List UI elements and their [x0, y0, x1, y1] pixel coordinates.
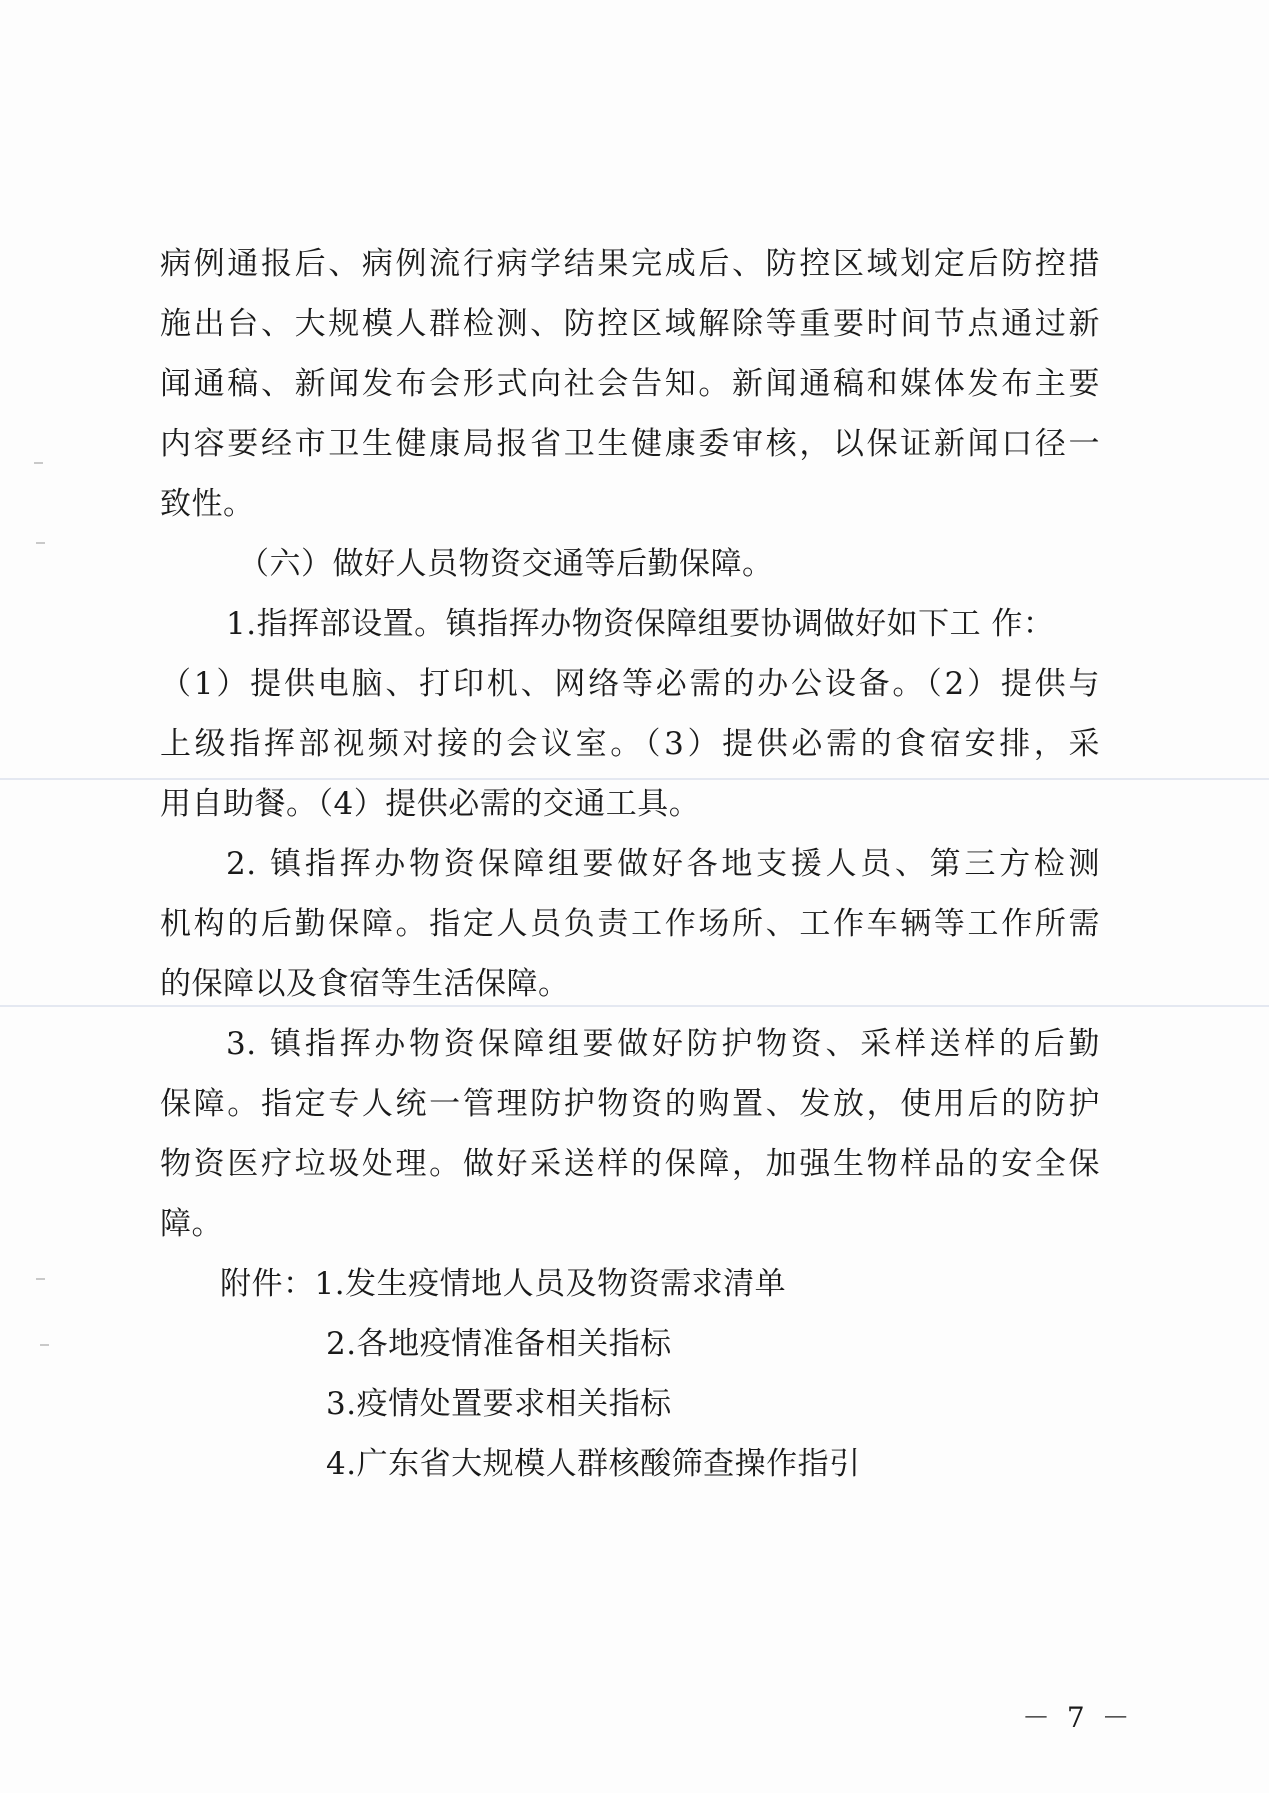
paragraph-line: 机构的后勤保障。指定人员负责工作场所、工作车辆等工作所需 [160, 906, 1100, 942]
section-heading: （六）做好人员物资交通等后勤保障。 [238, 546, 774, 582]
paragraph-line: 物资医疗垃圾处理。做好采送样的保障，加强生物样品的安全保 [160, 1146, 1100, 1182]
paragraph-line: 上级指挥部视频对接的会议室。（3）提供必需的食宿安排，采 [160, 726, 1100, 762]
paragraph-line: 障。 [160, 1206, 223, 1242]
attachment-list-item: 4.广东省大规模人群核酸筛查操作指引 [326, 1446, 861, 1482]
paragraph-line: 3. 镇指挥办物资保障组要做好防护物资、采样送样的后勤 [226, 1026, 1100, 1062]
paragraph-line: （1）提供电脑、打印机、网络等必需的办公设备。（2）提供与 [160, 666, 1100, 702]
paragraph-line: 病例通报后、病例流行病学结果完成后、防控区域划定后防控措 [160, 246, 1100, 282]
scan-speck [40, 1344, 49, 1346]
paragraph-line: 施出台、大规模人群检测、防控区域解除等重要时间节点通过新 [160, 306, 1100, 342]
paragraph-line: 闻通稿、新闻发布会形式向社会告知。新闻通稿和媒体发布主要 [160, 366, 1100, 402]
paragraph-line: 的保障以及食宿等生活保障。 [160, 966, 570, 1002]
paragraph-line: 致性。 [160, 486, 255, 522]
paragraph-line: 1.指挥部设置。镇指挥办物资保障组要协调做好如下工 作： [226, 606, 1055, 642]
scan-speck [36, 542, 45, 544]
paragraph-line: 2. 镇指挥办物资保障组要做好各地支援人员、第三方检测 [226, 846, 1100, 882]
attachment-list-item: 附件：1.发生疫情地人员及物资需求清单 [220, 1266, 787, 1302]
page-number: － 7 － [1022, 1701, 1134, 1734]
scan-speck [34, 462, 43, 464]
scan-artifact-line [0, 778, 1269, 780]
paragraph-line: 用自助餐。（4）提供必需的交通工具。 [160, 786, 701, 822]
scan-speck [36, 1278, 45, 1280]
paragraph-line: 保障。指定专人统一管理防护物资的购置、发放，使用后的防护 [160, 1086, 1100, 1122]
scan-artifact-line [0, 1005, 1269, 1007]
paragraph-line: 内容要经市卫生健康局报省卫生健康委审核，以保证新闻口径一 [160, 426, 1100, 462]
attachment-list-item: 2.各地疫情准备相关指标 [326, 1326, 672, 1362]
attachment-list-item: 3.疫情处置要求相关指标 [326, 1386, 672, 1422]
